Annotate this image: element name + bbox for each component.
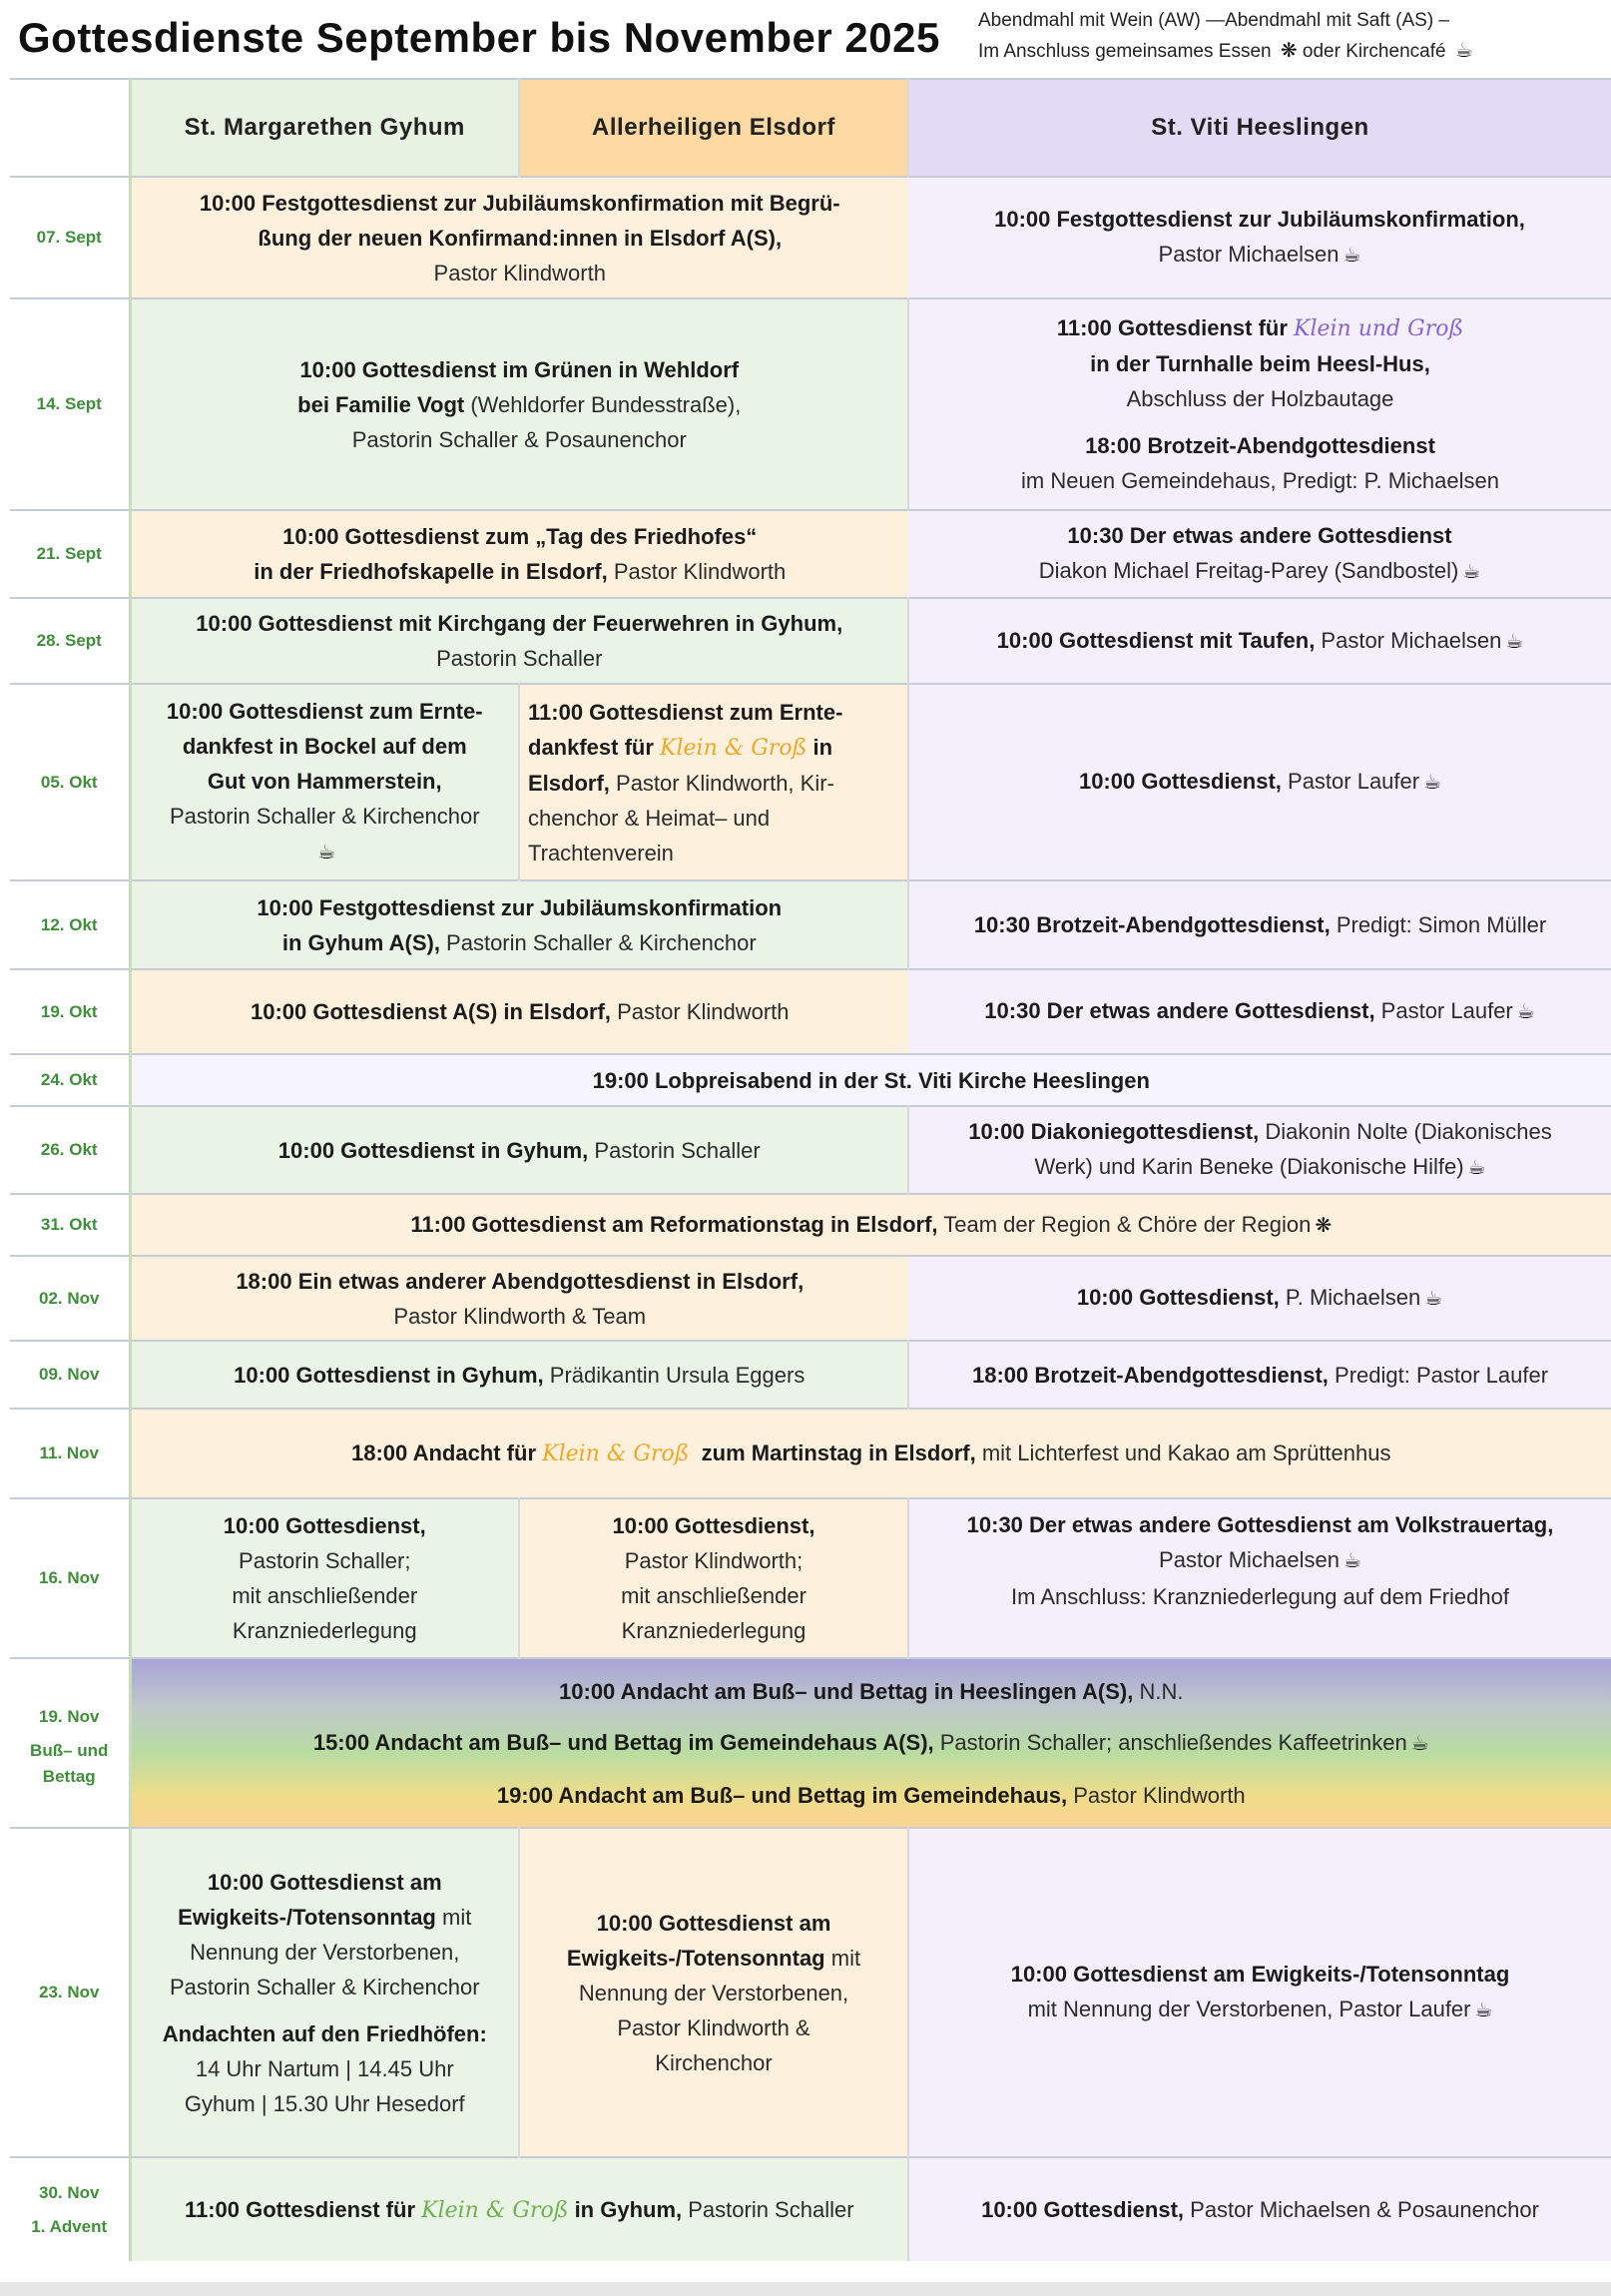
event-gyhum-elsdorf: 10:00 Gottesdienst in Gyhum, Pastorin Schaller <box>130 1106 908 1194</box>
table-row <box>10 510 1611 598</box>
column-gyhum: St. Margarethen Gyhum <box>130 79 519 177</box>
page-title: Gottesdienste September bis November 2025 <box>18 14 940 61</box>
coffee-cup-icon: ☕ <box>317 842 336 863</box>
coffee-cup-icon: ☕ <box>1516 1001 1535 1023</box>
klein-und-gross: Klein & Groß <box>660 735 807 761</box>
event-viti: 18:00 Brotzeit-Abendgottesdienst, Predigt: Pastor Laufer <box>908 1341 1611 1409</box>
row-date: 14. Sept <box>36 394 102 413</box>
event-buss-und-bettag: 10:00 Andacht am Buß– und Bettag in Heeslingen A(S), N.N. 15:00 Andacht am Buß– und Bettag im Gemeindehaus A(S), Pastorin Schaller; anschließendes Kaffeetrinken ☕ 19:00 Andacht am Buß– und Bettag im Gemeindehaus, Pastor Klindworth <box>130 1658 1611 1828</box>
column-header-row <box>10 79 1611 177</box>
coffee-cup-icon: ☕ <box>1454 40 1473 62</box>
event-all: 18:00 Andacht für Klein & Groß zum Martinstag in Elsdorf, mit Lichterfest und Kakao am Sprüttenhus <box>130 1409 1611 1498</box>
legend <box>978 6 1473 67</box>
table-row <box>10 969 1611 1054</box>
coffee-cup-icon: ☕ <box>1343 1550 1361 1572</box>
event-viti: 10:30 Der etwas andere Gottesdienst, Pastor Laufer ☕ <box>908 969 1611 1054</box>
column-elsdorf: Allerheiligen Elsdorf <box>519 79 908 177</box>
page-header <box>0 0 1611 78</box>
row-date: 21. Sept <box>36 544 102 563</box>
event-gyhum-elsdorf: 10:00 Gottesdienst zum „Tag des Friedhofes“ in der Friedhofskapelle in Elsdorf, Pastor Klindworth <box>130 510 908 598</box>
event-gyhum: 10:00 Gottesdienst, Pastorin Schaller; mit anschließender Kranzniederlegung <box>130 1498 519 1658</box>
event-gyhum: 10:00 Gottesdienst zum Ernte- dankfest in Bockel auf dem Gut von Hammerstein, Pastorin Schaller & Kirchenchor ☕ <box>130 684 519 880</box>
event-all: 19:00 Lobpreisabend in der St. Viti Kirche Heeslingen <box>130 1054 1611 1106</box>
row-date: 26. Okt <box>40 1140 98 1159</box>
coffee-cup-icon: ☕ <box>1423 772 1442 794</box>
row-date: 12. Okt <box>40 914 98 934</box>
row-date: 23. Nov <box>39 1983 100 2002</box>
event-elsdorf: 11:00 Gottesdienst zum Ernte- dankfest für Klein & Groß in Elsdorf, Pastor Klindworth, Kir- chenchor & Heimat– und Trachtenverein <box>519 684 908 880</box>
event-viti: 11:00 Gottesdienst für Klein und Groß in der Turnhalle beim Heesl-Hus, Abschluss der Holzbautage 18:00 Brotzeit-Abendgottesdienst im Neuen Gemeindehaus, Predigt: P. Michaelsen <box>908 298 1611 510</box>
coffee-cup-icon: ☕ <box>1342 245 1361 267</box>
legend-line-2: Im Anschluss gemeinsames Essen ❋ oder Kirchencafé ☕ <box>978 36 1473 67</box>
event-viti: 10:00 Festgottesdienst zur Jubiläumskonfirmation, Pastor Michaelsen ☕ <box>908 177 1611 298</box>
row-date: 07. Sept <box>36 228 102 247</box>
klein-und-gross: Klein und Groß <box>1294 316 1464 341</box>
event-gyhum-elsdorf: 10:00 Festgottesdienst zur Jubiläumskonfirmation in Gyhum A(S), Pastorin Schaller & Kirchenchor <box>130 880 908 969</box>
column-viti: St. Viti Heeslingen <box>908 79 1611 177</box>
event-viti: 10:00 Gottesdienst, P. Michaelsen ☕ <box>908 1256 1611 1341</box>
table-row <box>10 1194 1611 1256</box>
event-gyhum-elsdorf: 11:00 Gottesdienst für Klein & Groß in Gyhum, Pastorin Schaller <box>130 2157 908 2261</box>
table-row <box>10 1409 1611 1498</box>
meal-icon: ❋ <box>1280 40 1298 62</box>
event-viti: 10:00 Gottesdienst am Ewigkeits-/Totensonntag mit Nennung der Verstorbenen, Pastor Laufer ☕ <box>908 1828 1611 2157</box>
coffee-cup-icon: ☕ <box>1410 1732 1429 1755</box>
row-date: 19. Nov Buß– und Bettag <box>30 1707 109 1786</box>
event-gyhum-elsdorf: 10:00 Gottesdienst in Gyhum, Prädikantin Ursula Eggers <box>130 1341 908 1409</box>
table-row <box>10 1106 1611 1194</box>
schedule-table <box>10 78 1611 2261</box>
event-all: 11:00 Gottesdienst am Reformationstag in Elsdorf, Team der Region & Chöre der Region ❋ <box>130 1194 1611 1256</box>
event-gyhum-elsdorf: 10:00 Gottesdienst A(S) in Elsdorf, Pastor Klindworth <box>130 969 908 1054</box>
event-viti: 10:00 Gottesdienst mit Taufen, Pastor Michaelsen ☕ <box>908 598 1611 684</box>
table-row <box>10 1658 1611 1828</box>
coffee-cup-icon: ☕ <box>1462 561 1481 583</box>
event-viti: 10:30 Brotzeit-Abendgottesdienst, Predigt: Simon Müller <box>908 880 1611 969</box>
row-date: 09. Nov <box>39 1365 100 1384</box>
event-viti: 10:30 Der etwas andere Gottesdienst am Volkstrauertag, Pastor Michaelsen ☕ Im Anschluss: Kranzniederlegung auf dem Friedhof <box>908 1498 1611 1658</box>
coffee-cup-icon: ☕ <box>1474 2000 1493 2021</box>
event-gyhum-elsdorf: 18:00 Ein etwas anderer Abendgottesdienst in Elsdorf, Pastor Klindworth & Team <box>130 1256 908 1341</box>
event-gyhum-elsdorf: 10:00 Gottesdienst im Grünen in Wehldorf bei Familie Vogt (Wehldorfer Bundesstraße), Pastorin Schaller & Posaunenchor <box>130 298 908 510</box>
event-viti: 10:00 Gottesdienst, Pastor Laufer ☕ <box>908 684 1611 880</box>
row-date: 02. Nov <box>39 1288 100 1308</box>
page-bottom-bar <box>0 2282 1611 2296</box>
table-row <box>10 1054 1611 1106</box>
row-date: 16. Nov <box>39 1568 100 1587</box>
table-row <box>10 298 1611 510</box>
coffee-cup-icon: ☕ <box>1505 630 1524 653</box>
table-row <box>10 2157 1611 2261</box>
klein-und-gross: Klein & Groß <box>421 2197 569 2223</box>
meal-icon: ❋ <box>1315 1214 1333 1237</box>
event-viti: 10:30 Der etwas andere Gottesdienst Diakon Michael Freitag-Parey (Sandbostel) ☕ <box>908 510 1611 598</box>
event-gyhum-elsdorf: 10:00 Gottesdienst mit Kirchgang der Feuerwehren in Gyhum, Pastorin Schaller <box>130 598 908 684</box>
coffee-cup-icon: ☕ <box>1424 1288 1443 1310</box>
table-row <box>10 1341 1611 1409</box>
table-row <box>10 880 1611 969</box>
klein-und-gross: Klein & Groß <box>542 1441 690 1466</box>
event-gyhum: 10:00 Gottesdienst am Ewigkeits-/Totensonntag mit Nennung der Verstorbenen, Pastorin Schaller & Kirchenchor Andachten auf den Friedhöfen: 14 Uhr Nartum | 14.45 Uhr Gyhum | 15.30 Uhr Hesedorf <box>130 1828 519 2157</box>
row-date: 05. Okt <box>40 772 98 792</box>
row-date: 24. Okt <box>40 1070 98 1089</box>
row-date: 11. Nov <box>39 1443 100 1462</box>
table-row <box>10 598 1611 684</box>
row-date: 31. Okt <box>40 1215 98 1234</box>
coffee-cup-icon: ☕ <box>1467 1157 1486 1179</box>
event-elsdorf: 10:00 Gottesdienst, Pastor Klindworth; mit anschließender Kranzniederlegung <box>519 1498 908 1658</box>
row-date: 28. Sept <box>36 631 102 650</box>
event-gyhum-elsdorf: 10:00 Festgottesdienst zur Jubiläumskonfirmation mit Begrü- ßung der neuen Konfirmand:innen in Elsdorf A(S), Pastor Klindworth <box>130 177 908 298</box>
event-viti: 10:00 Gottesdienst, Pastor Michaelsen & Posaunenchor <box>908 2157 1611 2261</box>
table-row <box>10 1828 1611 2157</box>
row-date: 30. Nov 1. Advent <box>31 2182 108 2236</box>
table-row <box>10 1498 1611 1658</box>
table-row <box>10 684 1611 880</box>
table-row <box>10 1256 1611 1341</box>
legend-line-1: Abendmahl mit Wein (AW) —Abendmahl mit Saft (AS) – <box>978 10 1449 31</box>
event-viti: 10:00 Diakoniegottesdienst, Diakonin Nolte (Diakonisches Werk) und Karin Beneke (Diakonische Hilfe) ☕ <box>908 1106 1611 1194</box>
row-date: 19. Okt <box>40 1001 98 1021</box>
event-elsdorf: 10:00 Gottesdienst am Ewigkeits-/Totensonntag mit Nennung der Verstorbenen, Pastor Klindworth & Kirchenchor <box>519 1828 908 2157</box>
table-row <box>10 177 1611 298</box>
